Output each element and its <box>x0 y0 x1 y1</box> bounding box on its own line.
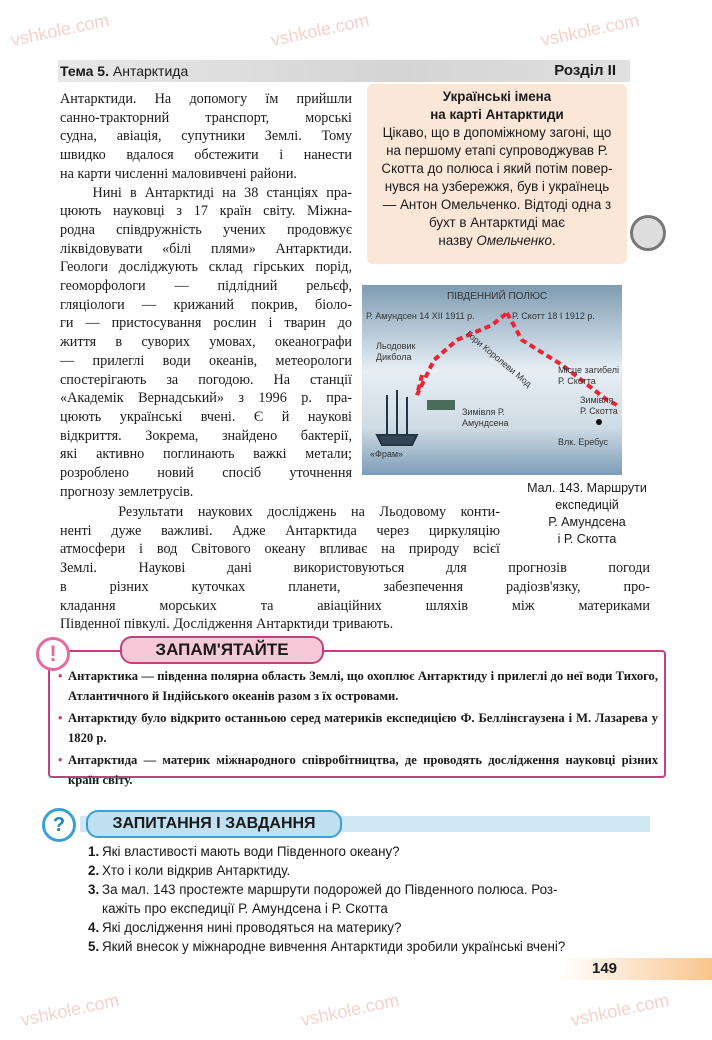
sidebar-line: бухт в Антарктиді має <box>428 215 566 230</box>
sidebar-line: Цікаво, що в допоміжному загоні, що <box>382 125 612 140</box>
text-line: ліквідовувати «білі плями» Антарктиди. <box>60 240 352 257</box>
question-item <box>88 899 648 918</box>
amundsen-hut <box>427 400 455 410</box>
text-line: ги — пристосування рослин і тварин до <box>60 315 352 332</box>
text-line: на карти численні маловивчені райони. <box>60 165 297 182</box>
remember-item: • Антарктиду було відкрито останньою серед материків експедицією Ф. Беллінсгаузена і М. Лазарева у 1820 р. <box>68 708 658 748</box>
watermark: vshkole.com <box>568 989 671 1031</box>
mountains-label: Гори Королеви Мод <box>464 328 534 390</box>
question-item <box>88 842 648 861</box>
watermark: vshkole.com <box>298 989 401 1031</box>
question-icon: ? <box>42 808 76 842</box>
question-text: кажіть про експедиції Р. Амундсена і Р. Скотта <box>102 901 388 916</box>
topic-label: Тема 5. <box>60 63 109 79</box>
ship-icon <box>377 390 417 445</box>
text-line: прогнозу землетрусів. <box>60 483 194 500</box>
amundsen-date-label: Р. Амундсен 14 XII 1911 р. <box>366 311 475 321</box>
watermark: vshkole.com <box>538 9 641 51</box>
text-line: санно-тракторний транспорт, морські <box>60 109 352 126</box>
glacier-label: Льодовик Дикбола <box>376 341 416 362</box>
scott-route <box>507 313 617 405</box>
sidebar-line: Скотта до полюса і який потім повер- <box>381 161 613 176</box>
question-item <box>88 918 648 937</box>
scott-camp-label: Зимівля Р. Скотта <box>580 395 618 416</box>
question-item <box>88 937 648 956</box>
question-number: 4. <box>88 920 100 935</box>
compass-icon <box>630 215 666 251</box>
left-column-text <box>60 90 352 501</box>
questions-list <box>88 842 648 956</box>
text-line: гляціологи — крижаний покрив, біоло- <box>60 296 352 313</box>
question-item <box>88 861 648 880</box>
section-label: Розділ II <box>554 62 616 79</box>
erebus-label: Влк. Еребус <box>558 437 608 447</box>
text-line: швидко вдалося обстежити і нанести <box>60 147 352 164</box>
text-line: геоморфологи — підлідний рельєф, <box>60 278 352 295</box>
ship-label: «Фрам» <box>370 449 404 459</box>
exclamation-icon: ! <box>36 637 70 671</box>
watermark: vshkole.com <box>8 9 111 51</box>
text-line: Геологи досліджують склад гірських порід, <box>60 259 352 276</box>
text-line: судна, авіація, супутники Землі. Тому <box>60 128 352 145</box>
caption-line: Р. Амундсена <box>548 515 626 529</box>
text-line: Землі. Наукові дані використовуються для прогнозів погоди <box>60 560 650 577</box>
question-item <box>88 880 648 899</box>
text-line: Антарктиди. На допомогу їм прийшли <box>60 91 352 107</box>
remember-item: • Антарктида — материк міжнародного співробітництва, де проводять дослідження науковці різних країн світу. <box>68 750 658 790</box>
page-number-bar <box>560 958 712 980</box>
page-header <box>58 60 630 82</box>
question-number: 2. <box>88 863 100 878</box>
sidebar-box <box>367 84 627 264</box>
scott-death-label: Місце загибелі Р. Скотта <box>558 365 620 386</box>
sidebar-line: на першому етапі супроводжував Р. <box>386 143 608 158</box>
text-line: — прилеглі води океанів, метеорологи <box>60 352 352 369</box>
caption-line: Мал. 143. Маршрути <box>527 481 647 495</box>
questions-title: ЗАПИТАННЯ І ЗАВДАННЯ <box>86 810 342 838</box>
antarctica-route-map <box>362 285 622 475</box>
scott-date-label: Р. Скотт 18 I 1912 р. <box>512 311 595 321</box>
text-line: ненті дуже важливі. Адже Антарктида через циркуляцію <box>60 522 500 539</box>
caption-line: і Р. Скотта <box>557 532 617 546</box>
text-line: кладання морських та авіаційних шляхів між материками <box>60 597 650 614</box>
question-number: 3. <box>88 882 100 897</box>
text-line: Нині в Антарктиді на 38 станціях пра- <box>60 184 352 201</box>
question-text: За мал. 143 простежте маршрути подорожей до Південного полюса. Роз- <box>102 882 558 897</box>
sidebar-last-line: назву Омельченко. <box>438 233 556 248</box>
text-line: Південної півкулі. Дослідження Антарктиди тривають. <box>60 616 394 633</box>
question-text: Які дослідження нині проводяться на материку? <box>102 920 402 935</box>
amundsen-camp-label: Зимівля Р. Амундсена <box>462 407 509 428</box>
question-number: 5. <box>88 939 100 954</box>
remember-item: • Антарктика — південна полярна область Землі, що охоплює Антарктиду і прилеглі до неї води Тихого, Атлантичного й Індійського океанів разом з їх островами. <box>68 666 658 706</box>
text-line: Результати наукових досліджень на Льодовому конти- <box>60 504 500 520</box>
text-line: які активно поглинають важкі метали; <box>60 446 352 463</box>
watermark: vshkole.com <box>18 989 121 1031</box>
remember-title: ЗАПАМ'ЯТАЙТЕ <box>120 636 324 664</box>
text-line: цюють українські вчені. Є й наукові <box>60 408 352 425</box>
question-text: Хто і коли відкрив Антарктиду. <box>102 863 291 878</box>
text-line: родна співдружність учених продовжує <box>60 221 352 238</box>
text-line: спостерігають за погодою. На станції <box>60 371 352 388</box>
remember-box <box>48 650 666 787</box>
text-line: життя в суворих умовах, океанографи <box>60 334 352 351</box>
question-text: Які властивості мають води Південного океану? <box>102 844 400 859</box>
topic: Антарктида <box>112 63 189 79</box>
text-line: в різних куточках планети, забезпечення радіозв'язку, про- <box>60 578 650 595</box>
sidebar-line: нувся на узбережжя, був і українець <box>384 179 610 194</box>
text-line: атмосфери і вод Світового океану впливає на природу всієї <box>60 541 500 558</box>
text-line: розроблено новий спосіб уточнення <box>60 465 352 482</box>
text-line: відкриття. Зокрема, знайдено бактерії, <box>60 427 352 444</box>
question-text: Який внесок у міжнародне вивчення Антарктиди зробили українські вчені? <box>102 939 566 954</box>
sidebar-title: Українські імена на карті Антарктиди <box>430 89 564 122</box>
text-line: цюють науковці з 17 країн світу. Міжна- <box>60 203 352 220</box>
caption-line: експедицій <box>555 498 619 512</box>
scott-camp-marker <box>596 419 602 425</box>
figure-caption <box>512 480 662 548</box>
map-title: ПІВДЕННИЙ ПОЛЮС <box>447 291 548 302</box>
watermark: vshkole.com <box>268 9 371 51</box>
question-number: 1. <box>88 844 100 859</box>
page-number: 149 <box>592 960 618 977</box>
sidebar-line: — Антон Омельченко. Відтоді одна з <box>382 197 612 212</box>
text-line: «Академік Вернадський» з 1996 р. пра- <box>60 390 352 407</box>
